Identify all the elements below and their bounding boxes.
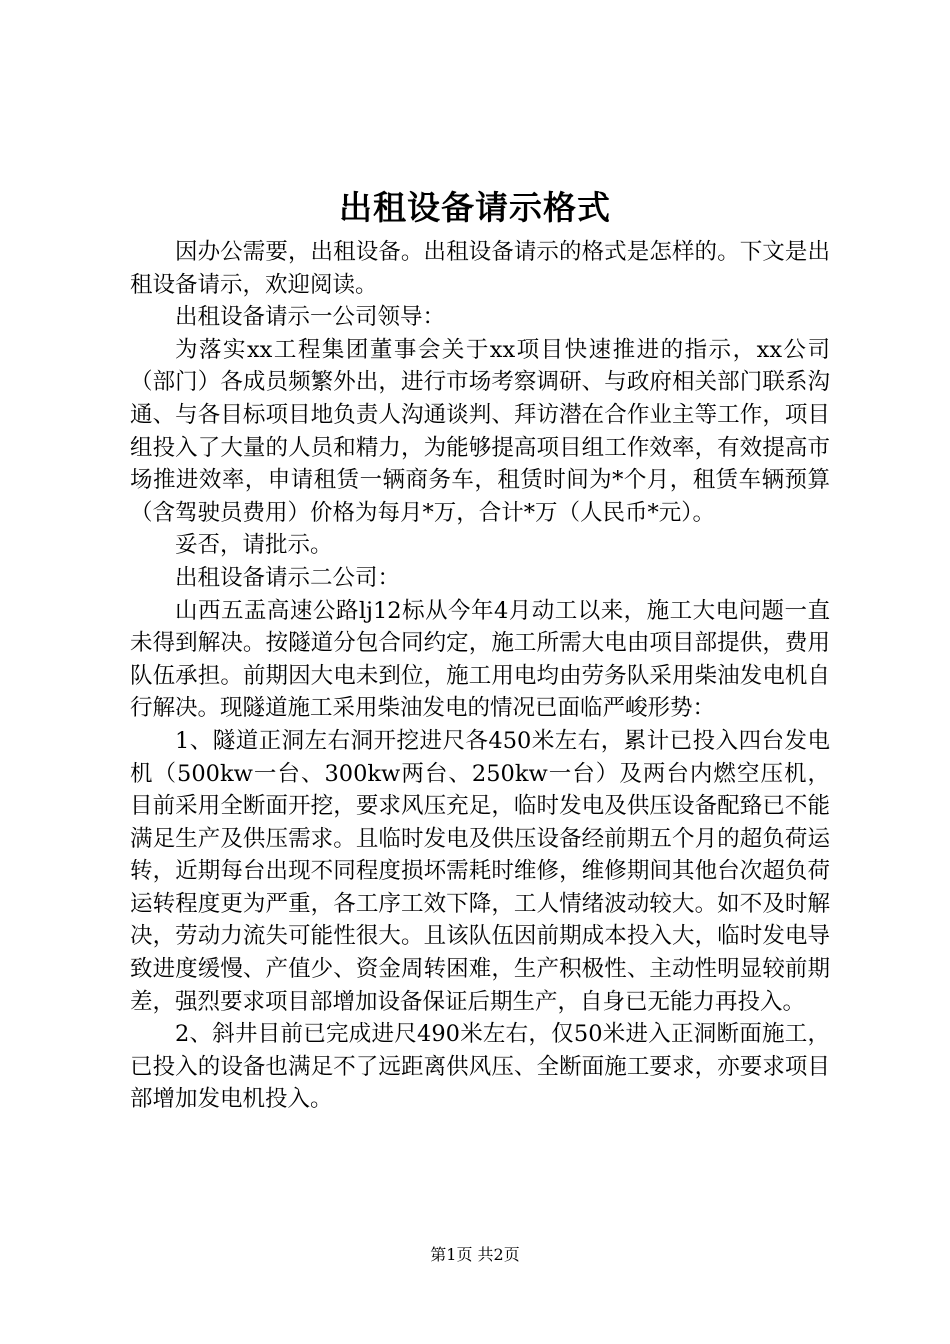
intro-paragraph: 因办公需要，出租设备。出租设备请示的格式是怎样的。下文是出租设备请示，欢迎阅读。: [130, 239, 830, 298]
request-two-heading: 出租设备请示二公司：: [175, 564, 401, 591]
request-one-heading: 出租设备请示一公司领导：: [175, 304, 446, 331]
document-title: 出租设备请示格式: [339, 188, 611, 227]
request-one-body: 为落实xx工程集团董事会关于xx项目快速推进的指示，xx公司（部门）各成员频繁外出，进行市场考察调研、与政府相关部门联系沟通、与各目标项目地负责人沟通谈判、拜访潜在合作业主等工作，项目组投入了大量的人员和精力，为能够提高项目组工作效率，有效提高市场推进效率，申请租赁一辆商务车，租赁时间为*个月，租赁车辆预算（含驾驶员费用）价格为每月*万，合计*万（人民币*元）。: [130, 336, 830, 526]
page-footer: 第1页 共2页: [430, 1245, 520, 1264]
document-body: [130, 236, 830, 1116]
request-two-body: 山西五盂高速公路lj12标从今年4月动工以来，施工大电问题一直未得到解决。按隧道分包合同约定，施工所需大电由项目部提供，费用队伍承担。前期因大电未到位，施工用电均由劳务队采用柴油发电机自行解决。现隧道施工采用柴油发电的情况已面临严峻形势：: [130, 597, 830, 722]
request-two-item-2: 2、斜井目前已完成进尺490米左右，仅50米进入正洞断面施工，已投入的设备也满足不了远距离供风压、全断面施工要求，亦要求项目部增加发电机投入。: [130, 1021, 830, 1113]
request-two-item-1: 1、隧道正洞左右洞开挖进尺各450米左右，累计已投入四台发电机（500kw一台、300kw两台、250kw一台）及两台内燃空压机，目前采用全断面开挖，要求风压充足，临时发电及供压设备配臵已不能满足生产及供压需求。且临时发电及供压设备经前期五个月的超负荷运转，近期每台出现不同程度损坏需耗时维修，维修期间其他台次超负荷运转程度更为严重，各工序工效下降，工人情绪波动较大。如不及时解决，劳动力流失可能性很大。且该队伍因前期成本投入大，临时发电导致进度缓慢、产值少、资金周转困难，生产积极性、主动性明显较前期差，强烈要求项目部增加设备保证后期生产，自身已无能力再投入。: [130, 727, 830, 1015]
request-one-closing: 妥否，请批示。: [175, 532, 333, 559]
